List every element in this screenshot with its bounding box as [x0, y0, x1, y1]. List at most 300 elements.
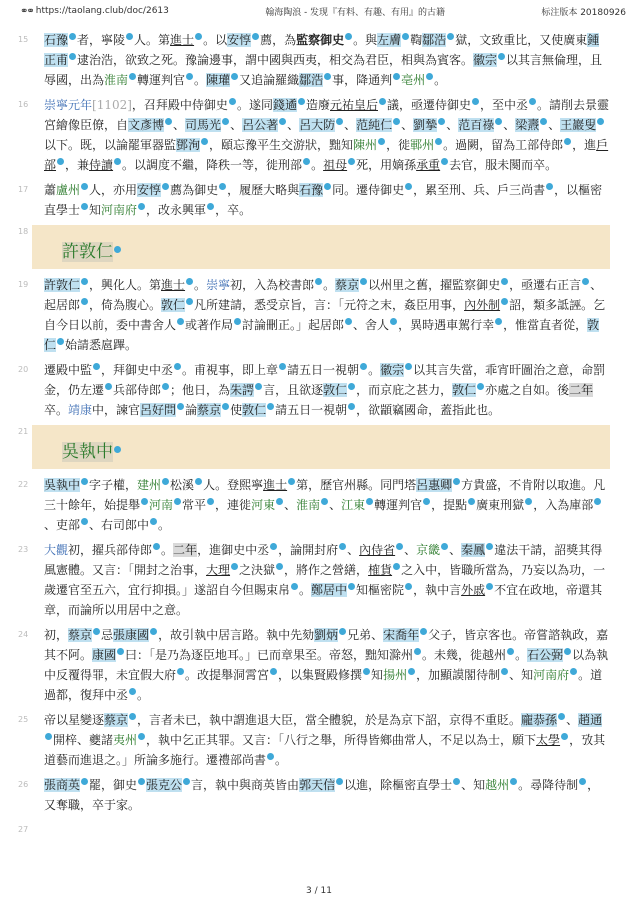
annotation-dot-icon[interactable]: [402, 33, 409, 40]
annotation-dot-icon[interactable]: [486, 583, 493, 590]
person-link[interactable]: 吳執中: [44, 478, 81, 492]
text-run: 。: [137, 688, 150, 702]
annotation-dot-icon[interactable]: [186, 73, 193, 80]
annotation-dot-icon[interactable]: [81, 183, 88, 190]
annotation-dot-icon[interactable]: [81, 278, 88, 285]
annotation-dot-icon[interactable]: [360, 363, 367, 370]
section-heading: [18, 425, 610, 469]
annotation-dot-icon[interactable]: [150, 628, 157, 635]
person-link[interactable]: 劉炳: [314, 628, 339, 642]
person-link[interactable]: 石豫: [44, 33, 69, 47]
paragraph: [18, 820, 610, 840]
annotation-dot-icon[interactable]: [234, 318, 241, 325]
annotation-dot-icon[interactable]: [81, 778, 88, 785]
annotation-dot-icon[interactable]: [564, 648, 571, 655]
text-run: 。: [158, 518, 171, 532]
annotation-dot-icon[interactable]: [279, 363, 286, 370]
place-name[interactable]: 京畿: [416, 543, 441, 557]
person-link[interactable]: 呂大防: [299, 118, 336, 132]
place-name[interactable]: 建州: [137, 478, 162, 492]
text-run: 中，諫官: [92, 403, 141, 417]
annotation-dot-icon[interactable]: [270, 543, 277, 550]
annotation-dot-icon[interactable]: [291, 583, 298, 590]
person-link[interactable]: 劉摯: [413, 118, 438, 132]
person-link[interactable]: 朱諤: [230, 383, 255, 397]
annotation-dot-icon[interactable]: [507, 648, 514, 655]
annotation-dot-icon[interactable]: [207, 203, 214, 210]
person-link[interactable]: 呂公著: [242, 118, 279, 132]
text-run: 帝以星變逐: [44, 713, 105, 727]
text-run: 之入中，皆職所當為，乃妄以為功，一歲遷官至五六，宜行抑損。」遂詔自今但賜束帛: [44, 563, 606, 597]
annotation-dot-icon[interactable]: [339, 543, 346, 550]
person-link[interactable]: 鄒浩: [422, 33, 447, 47]
place-name[interactable]: 河南府: [101, 203, 138, 217]
term-link[interactable]: 祖母: [323, 158, 348, 172]
annotation-dot-icon[interactable]: [153, 543, 160, 550]
annotation-dot-icon[interactable]: [69, 53, 76, 60]
annotation-dot-icon[interactable]: [477, 383, 484, 390]
annotation-dot-icon[interactable]: [183, 778, 190, 785]
annotation-dot-icon[interactable]: [438, 118, 445, 125]
annotation-dot-icon[interactable]: [393, 118, 400, 125]
text-run: 、: [230, 118, 243, 132]
annotation-dot-icon[interactable]: [229, 98, 236, 105]
url-text[interactable]: https://taolang.club/doc/2613: [35, 6, 169, 16]
annotation-dot-icon[interactable]: [195, 478, 202, 485]
annotation-dot-icon[interactable]: [231, 73, 238, 80]
person-link[interactable]: 文彥博: [128, 118, 165, 132]
text-run: 始請悉扈蹕。: [65, 338, 138, 352]
annotation-dot-icon[interactable]: [321, 498, 328, 505]
text-run: ，異時遇車駕行幸: [398, 318, 495, 332]
term-link[interactable]: 內外制: [464, 298, 501, 312]
annotation-dot-icon[interactable]: [339, 628, 346, 635]
annotation-dot-icon[interactable]: [405, 363, 412, 370]
person-link[interactable]: 蔡京: [335, 278, 360, 292]
annotation-dot-icon[interactable]: [174, 498, 181, 505]
annotation-dot-icon[interactable]: [303, 158, 310, 165]
text-run: 。: [434, 73, 447, 87]
annotation-dot-icon[interactable]: [114, 158, 121, 165]
text-run: [1102]: [92, 98, 132, 112]
text-run: 亦處之自如。後: [485, 383, 570, 397]
annotation-dot-icon[interactable]: [57, 158, 64, 165]
text-run: ，攷其道藝而進退之。」所論多施行。遷禮部尚書: [44, 733, 606, 767]
text-run: ，提點: [431, 498, 468, 512]
annotation-dot-icon[interactable]: [93, 628, 100, 635]
annotation-dot-icon[interactable]: [525, 498, 532, 505]
text-run: 知樞密院: [356, 583, 405, 597]
annotation-dot-icon[interactable]: [495, 318, 502, 325]
place-name[interactable]: 鄆州: [410, 138, 435, 152]
term-link[interactable]: 大理: [206, 563, 231, 577]
annotation-dot-icon[interactable]: [267, 403, 274, 410]
annotation-dot-icon[interactable]: [252, 33, 259, 40]
annotation-dot-icon[interactable]: [219, 183, 226, 190]
annotation-dot-icon[interactable]: [510, 778, 517, 785]
annotation-dot-icon[interactable]: [396, 543, 403, 550]
person-link[interactable]: 張康國: [113, 628, 150, 642]
text-run: 、右司郎中: [89, 518, 150, 532]
text-run: ，故引執中居言路。執中先劾: [158, 628, 315, 642]
annotation-dot-icon[interactable]: [298, 98, 305, 105]
annotation-dot-icon[interactable]: [486, 543, 493, 550]
text-run: 。: [161, 543, 174, 557]
annotation-dot-icon[interactable]: [472, 98, 479, 105]
person-link[interactable]: 梁燾: [515, 118, 540, 132]
text-run: 、: [404, 543, 417, 557]
annotation-dot-icon[interactable]: [81, 518, 88, 525]
person-link[interactable]: 安惇: [227, 33, 252, 47]
person-link[interactable]: 蔡京: [68, 628, 93, 642]
annotation-dot-icon[interactable]: [597, 118, 604, 125]
annotation-dot-icon[interactable]: [81, 298, 88, 305]
person-link[interactable]: 呂惠卿: [416, 478, 453, 492]
annotation-dot-icon[interactable]: [501, 278, 508, 285]
annotation-dot-icon[interactable]: [222, 118, 229, 125]
person-link[interactable]: 趙通: [578, 713, 603, 727]
annotation-dot-icon[interactable]: [558, 713, 565, 720]
annotation-dot-icon[interactable]: [129, 688, 136, 695]
annotation-dot-icon[interactable]: [408, 668, 415, 675]
annotation-dot-icon[interactable]: [405, 183, 412, 190]
annotation-dot-icon[interactable]: [267, 753, 274, 760]
person-link[interactable]: 范百祿: [458, 118, 495, 132]
annotation-dot-icon[interactable]: [426, 73, 433, 80]
term-link[interactable]: 太學: [536, 733, 561, 747]
annotation-dot-icon[interactable]: [222, 403, 229, 410]
annotation-dot-icon[interactable]: [186, 278, 193, 285]
paragraph-number: 17: [18, 185, 29, 194]
annotation-dot-icon[interactable]: [177, 668, 184, 675]
text-run: ，以樞密直學士: [44, 183, 603, 217]
annotation-dot-icon[interactable]: [114, 446, 121, 453]
annotation-dot-icon[interactable]: [138, 203, 145, 210]
text-run: 請五日一視朝: [287, 363, 360, 377]
annotation-dot-icon[interactable]: [561, 733, 568, 740]
person-link[interactable]: 鄭居中: [311, 583, 348, 597]
text-run: 。: [194, 278, 207, 292]
paragraph-number: 24: [18, 630, 29, 639]
text-run: 、舍人: [353, 318, 390, 332]
text-run: 凡所建請，悉受京旨，言：「元符之末，姦臣用事，: [194, 298, 465, 312]
annotation-dot-icon[interactable]: [201, 138, 208, 145]
annotation-dot-icon[interactable]: [138, 733, 145, 740]
annotation-dot-icon[interactable]: [105, 383, 112, 390]
term-link[interactable]: 外戚: [461, 583, 486, 597]
text-run: 、: [344, 118, 357, 132]
person-link[interactable]: 徽宗: [380, 363, 405, 377]
annotation-dot-icon[interactable]: [279, 118, 286, 125]
annotation-dot-icon[interactable]: [348, 583, 355, 590]
person-link[interactable]: 安惇: [137, 183, 162, 197]
person-link[interactable]: 許敦仁: [44, 278, 81, 292]
person-link[interactable]: 敦仁: [161, 298, 186, 312]
annotation-dot-icon[interactable]: [81, 478, 88, 485]
text-run: 知: [371, 668, 384, 682]
person-link[interactable]: 郭天信: [299, 778, 336, 792]
annotation-dot-icon[interactable]: [501, 298, 508, 305]
text-run: 之決獄: [239, 563, 276, 577]
person-link[interactable]: 敦仁: [242, 403, 267, 417]
annotation-dot-icon[interactable]: [162, 478, 169, 485]
annotation-dot-icon[interactable]: [345, 33, 352, 40]
text-run: 轉運判官: [137, 73, 186, 87]
place-name[interactable]: 揚州: [383, 668, 408, 682]
annotation-dot-icon[interactable]: [414, 648, 421, 655]
place-name[interactable]: 河南: [149, 498, 174, 512]
term-link[interactable]: 戶部: [44, 138, 609, 172]
annotation-dot-icon[interactable]: [129, 713, 136, 720]
text-run: ，倚為腹心。: [89, 298, 162, 312]
place-name[interactable]: 淮南: [104, 73, 129, 87]
era-name: 崇寧: [206, 278, 231, 292]
annotation-dot-icon[interactable]: [138, 778, 145, 785]
annotation-dot-icon[interactable]: [441, 158, 448, 165]
annotation-dot-icon[interactable]: [276, 563, 283, 570]
place-name[interactable]: 亳州: [401, 73, 426, 87]
annotation-dot-icon[interactable]: [150, 518, 157, 525]
annotation-dot-icon[interactable]: [177, 403, 184, 410]
text-run: 、知: [509, 668, 534, 682]
text-run: ，進御史中丞: [197, 543, 270, 557]
annotation-dot-icon[interactable]: [379, 98, 386, 105]
place-name[interactable]: 盧州: [56, 183, 81, 197]
annotation-dot-icon[interactable]: [93, 363, 100, 370]
text-run: 逮治浩，欲致之死。豫論邊事，謂中國與西夷，相交為君臣，相與為賓客。: [77, 53, 474, 67]
text-run: 、起居郎: [44, 278, 603, 312]
term-link[interactable]: 內侍省: [359, 543, 396, 557]
annotation-dot-icon[interactable]: [336, 778, 343, 785]
annotation-dot-icon[interactable]: [447, 33, 454, 40]
person-link[interactable]: 蔡京: [104, 713, 129, 727]
annotation-dot-icon[interactable]: [546, 183, 553, 190]
annotation-dot-icon[interactable]: [207, 498, 214, 505]
paragraph-number: 26: [18, 780, 29, 789]
text-run: 。: [299, 583, 312, 597]
annotation-dot-icon[interactable]: [177, 318, 184, 325]
text-run: 初，擢兵部侍郎: [68, 543, 153, 557]
text-run: ，加顯謨閣待制: [416, 668, 501, 682]
annotation-dot-icon[interactable]: [453, 478, 460, 485]
text-run: 忌: [101, 628, 114, 642]
place-name[interactable]: 淮南: [296, 498, 321, 512]
annotation-dot-icon[interactable]: [564, 138, 571, 145]
text-run: 、吏部: [44, 518, 81, 532]
annotation-dot-icon[interactable]: [195, 33, 202, 40]
text-run: 。甫視事，即上章: [182, 363, 279, 377]
person-link[interactable]: 秦鳳: [461, 543, 486, 557]
text-run: ，進: [572, 138, 597, 152]
date-mark: 二年: [569, 383, 594, 397]
person-link[interactable]: 范純仁: [356, 118, 393, 132]
annotation-dot-icon[interactable]: [186, 298, 193, 305]
annotation-dot-icon[interactable]: [114, 246, 121, 253]
person-link[interactable]: 敦仁: [44, 318, 600, 352]
annotation-dot-icon[interactable]: [81, 203, 88, 210]
text-run: 言，且欲逐: [263, 383, 324, 397]
person-link[interactable]: 龐恭孫: [521, 713, 558, 727]
text-run: 字子權，: [89, 478, 138, 492]
paragraph: [18, 95, 610, 175]
annotation-dot-icon[interactable]: [579, 778, 586, 785]
person-link[interactable]: 蔡京: [197, 403, 222, 417]
version-label: 标注版本 20180926: [541, 7, 626, 18]
text-run: 又追論羅織: [239, 73, 300, 87]
person-link[interactable]: 敦仁: [323, 383, 348, 397]
annotation-dot-icon[interactable]: [231, 563, 238, 570]
heading-title-text[interactable]: 許敦仁: [62, 242, 113, 262]
annotation-dot-icon[interactable]: [348, 403, 355, 410]
person-link[interactable]: 石豫: [299, 183, 324, 197]
annotation-dot-icon[interactable]: [390, 318, 397, 325]
annotation-dot-icon[interactable]: [405, 583, 412, 590]
place-name[interactable]: 陳州: [353, 138, 378, 152]
annotation-dot-icon[interactable]: [126, 33, 133, 40]
annotation-dot-icon[interactable]: [393, 563, 400, 570]
annotation-dot-icon[interactable]: [324, 183, 331, 190]
place-name[interactable]: 越州: [485, 778, 510, 792]
source-url[interactable]: [20, 6, 169, 17]
annotation-dot-icon[interactable]: [594, 498, 601, 505]
text-run: 或著作局: [185, 318, 234, 332]
person-link[interactable]: 張商英: [44, 778, 81, 792]
annotation-dot-icon[interactable]: [270, 668, 277, 675]
text-run: 人。第: [134, 33, 171, 47]
text-run: ，改永興軍: [146, 203, 207, 217]
text-run: 鞫: [410, 33, 423, 47]
annotation-dot-icon[interactable]: [498, 53, 505, 60]
annotation-dot-icon[interactable]: [162, 183, 169, 190]
person-link[interactable]: 石公弼: [527, 648, 564, 662]
person-link[interactable]: 宋喬年: [383, 628, 420, 642]
text-run: 請五日一視朝: [275, 403, 348, 417]
person-link[interactable]: 錢遹: [272, 98, 297, 112]
annotation-dot-icon[interactable]: [348, 158, 355, 165]
text-run: 、: [449, 543, 462, 557]
annotation-dot-icon[interactable]: [366, 498, 373, 505]
annotation-dot-icon[interactable]: [435, 138, 442, 145]
person-link[interactable]: 陳瓘: [206, 73, 231, 87]
annotation-dot-icon[interactable]: [255, 383, 262, 390]
annotation-dot-icon[interactable]: [165, 118, 172, 125]
annotation-dot-icon[interactable]: [495, 118, 502, 125]
annotation-dot-icon[interactable]: [582, 278, 589, 285]
person-link[interactable]: 敦仁: [452, 383, 477, 397]
text-run: 。以調度不繼，降秩一等，徙刑部: [122, 158, 303, 172]
annotation-dot-icon[interactable]: [288, 478, 295, 485]
paragraph-number: 21: [18, 427, 29, 436]
person-link[interactable]: 左膚: [377, 33, 402, 47]
person-link[interactable]: 鍾正甫: [44, 33, 600, 67]
text-run: ，至中丞: [480, 98, 529, 112]
text-run: 轉運判官: [374, 498, 423, 512]
annotation-dot-icon[interactable]: [529, 98, 536, 105]
annotation-dot-icon[interactable]: [393, 73, 400, 80]
place-name[interactable]: 河南府: [533, 668, 570, 682]
term-link[interactable]: 侍讀: [89, 158, 114, 172]
person-link[interactable]: 鄧洵: [176, 138, 201, 152]
annotation-dot-icon[interactable]: [570, 668, 577, 675]
text-run: 監察御史: [296, 33, 345, 47]
era-name: 崇寧元年: [44, 98, 93, 112]
text-run: 詔，類多詆誣。乞自今日以前，委中書舍人: [44, 298, 606, 332]
text-run: 、: [548, 118, 561, 132]
annotation-dot-icon[interactable]: [315, 278, 322, 285]
annotation-dot-icon[interactable]: [420, 628, 427, 635]
annotation-dot-icon[interactable]: [162, 383, 169, 390]
term-link[interactable]: 進士: [161, 278, 186, 292]
person-link[interactable]: 張克公: [146, 778, 183, 792]
text-run: ，言者未已，執中謂進退大臣，當全體貌，於是為京下詔，京得不重貶。: [137, 713, 522, 727]
annotation-dot-icon[interactable]: [57, 338, 64, 345]
text-run: 、: [401, 118, 414, 132]
annotation-dot-icon[interactable]: [348, 383, 355, 390]
annotation-dot-icon[interactable]: [441, 543, 448, 550]
person-link[interactable]: 康國: [92, 648, 117, 662]
annotation-dot-icon[interactable]: [276, 498, 283, 505]
annotation-dot-icon[interactable]: [336, 118, 343, 125]
text-run: 議，亟遷侍御史: [387, 98, 472, 112]
place-name[interactable]: 河東: [251, 498, 276, 512]
text-run: 、: [173, 118, 186, 132]
text-run: 。遂同: [236, 98, 273, 112]
heading-title-text[interactable]: 吳執中: [62, 442, 113, 462]
term-link[interactable]: 進士: [263, 478, 288, 492]
person-link[interactable]: 呂好問: [140, 403, 177, 417]
annotation-dot-icon[interactable]: [129, 73, 136, 80]
text-run: ，入為庫部: [533, 498, 594, 512]
annotation-dot-icon[interactable]: [423, 498, 430, 505]
annotation-dot-icon[interactable]: [45, 733, 52, 740]
annotation-dot-icon[interactable]: [117, 648, 124, 655]
place-name[interactable]: 夷州: [113, 733, 138, 747]
annotation-dot-icon[interactable]: [540, 118, 547, 125]
person-link[interactable]: 王巖叟: [560, 118, 597, 132]
text-run: 、: [446, 118, 459, 132]
term-link[interactable]: 進士: [170, 33, 195, 47]
annotation-dot-icon[interactable]: [363, 668, 370, 675]
text-run: ，履歷大略與: [227, 183, 300, 197]
paragraph: [18, 180, 610, 220]
text-run: 卒。: [44, 403, 69, 417]
annotation-dot-icon[interactable]: [69, 33, 76, 40]
place-name[interactable]: 江東: [341, 498, 366, 512]
annotation-dot-icon[interactable]: [174, 363, 181, 370]
text-run: 兄弟、: [347, 628, 384, 642]
person-link[interactable]: 鄒浩: [299, 73, 324, 87]
annotation-dot-icon[interactable]: [468, 498, 475, 505]
text-run: 廣東刑獄: [476, 498, 525, 512]
annotation-dot-icon[interactable]: [141, 498, 148, 505]
text-run: 獄，文致重比，又使廣東: [455, 33, 588, 47]
annotation-dot-icon[interactable]: [378, 138, 385, 145]
text-run: ，論開封府: [278, 543, 339, 557]
person-link[interactable]: 徽宗: [473, 53, 498, 67]
term-link[interactable]: 承重: [416, 158, 441, 172]
annotation-dot-icon[interactable]: [453, 778, 460, 785]
term-link[interactable]: 榷貨: [368, 563, 393, 577]
text-run: 不宜在政地，帝還其章，而論所以用居中之意。: [44, 583, 603, 617]
term-link[interactable]: 元祐皇后: [329, 98, 378, 112]
annotation-dot-icon[interactable]: [345, 318, 352, 325]
person-link[interactable]: 司馬光: [185, 118, 222, 132]
annotation-dot-icon[interactable]: [324, 73, 331, 80]
annotation-dot-icon[interactable]: [501, 668, 508, 675]
paragraph: [18, 710, 610, 770]
text-run: 人，亦用: [89, 183, 138, 197]
annotation-dot-icon[interactable]: [360, 278, 367, 285]
